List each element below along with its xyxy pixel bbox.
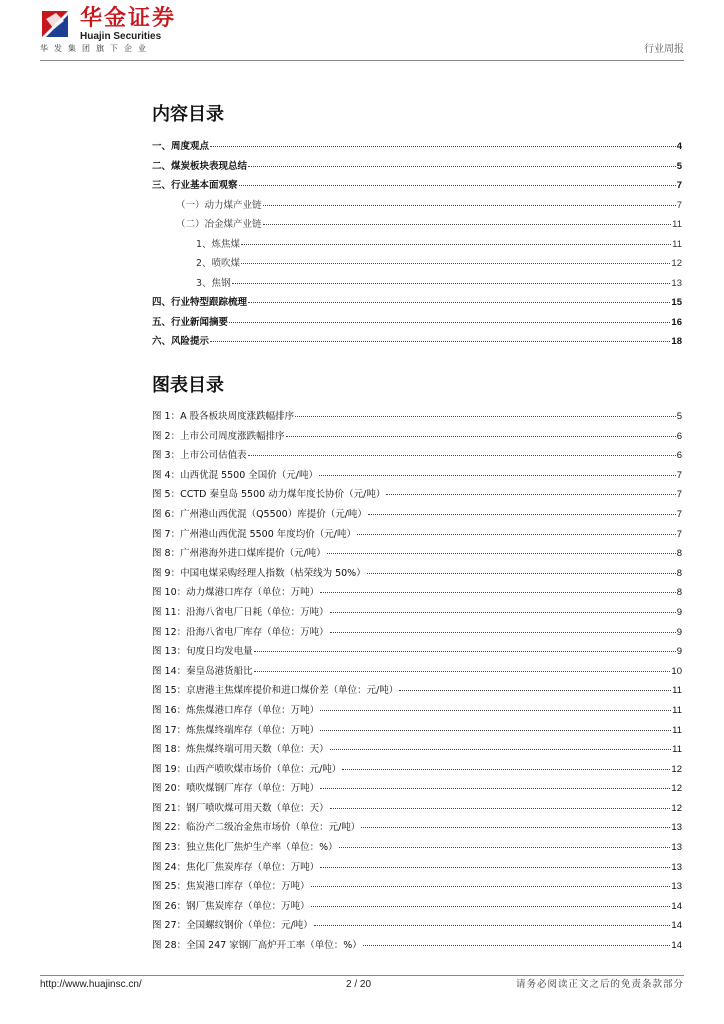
figure-entry-page-number: 13 [671,842,682,854]
figure-entry-page-number: 12 [671,763,682,775]
figure-entry-page-number: 14 [671,900,682,912]
figure-entry-text: 图 8：广州港海外进口煤库提价（元/吨） [152,548,326,560]
toc-entry-page-number: 13 [671,277,682,289]
figure-entry-text: 图 19：山西产喷吹煤市场价（单位：元/吨） [152,763,342,775]
figure-entry-text: 图 1：A 股各板块周度涨跌幅排序 [152,411,295,422]
figure-entry-page-number: 7 [676,528,682,540]
toc-entry-page-number: 18 [671,336,682,347]
figure-entry-page-number: 5 [676,411,682,422]
brand-slogan: 华发集团旗下企业 [40,44,152,53]
dot-leader [320,856,670,868]
dot-leader [254,640,676,652]
dot-leader [314,914,671,926]
dot-leader [399,679,671,691]
figure-entry-page-number: 12 [671,802,682,814]
figure-entry[interactable] [152,936,682,956]
toc-entry-text: 1、炼焦煤 [196,238,241,250]
dot-leader [239,174,676,186]
toc-entry-text: 2、喷吹煤 [196,258,241,269]
figure-entry-page-number: 8 [676,587,682,599]
dot-leader [319,464,676,476]
figure-entry-page-number: 11 [672,704,682,716]
brand-name-en: Huajin Securities [80,31,162,42]
dot-leader [311,895,671,907]
figure-entry-page-number: 6 [676,430,682,442]
dot-leader [248,155,676,167]
figure-entry-page-number: 7 [676,508,682,520]
figure-entry-text: 图 22：临汾产二级冶金焦市场价（单位：元/吨） [152,822,361,834]
dot-leader [320,699,671,711]
list-of-figures [152,407,682,956]
dot-leader [286,425,676,437]
figure-entry-page-number: 14 [671,920,682,932]
dot-leader [263,213,672,225]
figure-entry-page-number: 10 [671,665,682,677]
dot-leader [248,444,676,456]
dot-leader [320,581,676,593]
figure-entry-text: 图 11：沿海八省电厂日耗（单位：万吨） [152,606,329,618]
header-divider [40,60,684,61]
figure-entry-text: 图 21：钢厂喷吹煤可用天数（单位：天） [152,802,329,814]
toc-entry-page-number: 4 [676,141,682,152]
dot-leader [241,252,670,264]
dot-leader [241,233,671,245]
figure-entry-text: 图 7：广州港山西优混 5500 年度均价（元/吨） [152,528,356,540]
figure-entry-page-number: 9 [676,626,682,638]
figure-entry-page-number: 11 [672,724,682,736]
figure-entry-page-number: 9 [676,606,682,618]
toc-entry[interactable] [152,332,682,352]
dot-leader [330,621,676,633]
toc-title: 内容目录 [152,104,224,125]
figure-entry-text: 图 17：炼焦煤终端库存（单位：万吨） [152,724,320,736]
toc-entry-page-number: 11 [672,238,682,250]
toc-entry-text: （二）冶金煤产业链 [176,219,262,230]
figure-entry-page-number: 14 [671,940,682,952]
dot-leader [368,503,676,515]
dot-leader [295,405,676,417]
toc-entry-text: 三、行业基本面观察 [152,180,238,191]
figure-entry-text: 图 20：喷吹煤钢厂库存（单位：万吨） [152,783,320,795]
dot-leader [254,660,671,672]
footer-divider [40,975,684,976]
figure-entry-text: 图 25：焦炭港口库存（单位：万吨） [152,881,310,893]
figure-entry-text: 图 27：全国螺纹钢价（单位：元/吨） [152,920,313,932]
footer-disclaimer: 请务必阅读正文之后的免责条款部分 [515,979,684,990]
figure-entry-text: 图 13：旬度日均发电量 [152,646,253,658]
dot-leader [320,719,671,731]
toc-entry-text: （一）动力煤产业链 [176,199,262,211]
dot-leader [361,816,670,828]
figure-entry-page-number: 13 [671,861,682,873]
brand-name-cn: 华金证券 [80,6,177,31]
dot-leader [330,738,672,750]
footer-website-link[interactable]: http://www.huajinsc.cn/ [40,979,142,990]
figure-entry-text: 图 15：京唐港主焦煤库提价和进口煤价差（单位：元/吨） [152,685,399,697]
dot-leader [210,135,676,147]
toc-entry-page-number: 11 [672,219,682,230]
figure-entry-text: 图 2：上市公司周度涨跌幅排序 [152,430,285,442]
toc-entry-page-number: 12 [671,258,682,269]
figure-entry-text: 图 9：中国电煤采购经理人指数（枯荣线为 50%） [152,567,366,579]
dot-leader [327,542,676,554]
figure-entry-page-number: 11 [672,744,682,756]
dot-leader [363,934,671,946]
toc-entry-page-number: 15 [671,297,682,308]
report-type-label: 行业周报 [644,44,684,55]
dot-leader [342,758,670,770]
figure-list-title: 图表目录 [152,375,224,396]
toc-entry-page-number: 7 [676,180,682,191]
toc-entry-text: 五、行业新闻摘要 [152,316,229,328]
dot-leader [330,601,676,613]
figure-entry-page-number: 12 [671,783,682,795]
figure-entry-page-number: 13 [671,822,682,834]
figure-entry-page-number: 7 [676,489,682,501]
dot-leader [320,777,670,789]
figure-entry-page-number: 8 [676,548,682,560]
figure-entry-text: 图 24：焦化厂焦炭库存（单位：万吨） [152,861,320,873]
figure-entry-page-number: 9 [676,646,682,658]
toc-entry-page-number: 5 [676,160,682,172]
figure-entry-text: 图 26：钢厂焦炭库存（单位：万吨） [152,900,310,912]
figure-entry-text: 图 14：秦皇岛港货船比 [152,665,253,677]
dot-leader [229,311,670,323]
figure-entry-text: 图 10：动力煤港口库存（单位：万吨） [152,587,320,599]
toc-entry-text: 一、周度观点 [152,141,210,152]
dot-leader [232,272,671,284]
dot-leader [210,330,670,342]
toc-entry-text: 3、焦钢 [196,277,231,289]
dot-leader [330,797,671,809]
figure-entry-text: 图 16：炼焦煤港口库存（单位：万吨） [152,704,320,716]
toc-entry-page-number: 16 [671,316,682,328]
dot-leader [248,291,670,303]
dot-leader [263,194,676,206]
figure-entry-text: 图 12：沿海八省电厂库存（单位：万吨） [152,626,329,638]
huajin-logo-icon [40,9,70,39]
figure-entry-page-number: 7 [676,469,682,481]
figure-entry-page-number: 11 [672,685,682,697]
footer-page-number: 2 / 20 [346,979,372,990]
figure-entry-text: 图 3：上市公司估值表 [152,450,247,462]
dot-leader [311,875,671,887]
toc-entry-page-number: 7 [676,199,682,211]
toc-entry-text: 六、风险提示 [152,336,210,347]
figure-entry-page-number: 13 [671,881,682,893]
figure-entry-text: 图 28：全国 247 家钢厂高炉开工率（单位：%） [152,940,362,952]
figure-entry-text: 图 6：广州港山西优混（Q5500）库提价（元/吨） [152,508,367,520]
figure-entry-text: 图 5：CCTD 秦皇岛 5500 动力煤年度长协价（元/吨） [152,489,386,501]
figure-entry-text: 图 18：炼焦煤终端可用天数（单位：天） [152,744,329,756]
figure-entry-text: 图 23：独立焦化厂焦炉生产率（单位：%） [152,842,338,854]
table-of-contents [152,137,682,352]
figure-entry-text: 图 4：山西优混 5500 全国价（元/吨） [152,469,318,481]
dot-leader [357,523,676,535]
figure-entry-page-number: 8 [676,567,682,579]
figure-entry-page-number: 6 [676,450,682,462]
dot-leader [339,836,671,848]
toc-entry-text: 四、行业特型跟踪梳理 [152,297,248,308]
toc-entry-text: 二、煤炭板块表现总结 [152,160,248,172]
page-header [0,0,724,64]
dot-leader [367,562,676,574]
dot-leader [386,483,675,495]
